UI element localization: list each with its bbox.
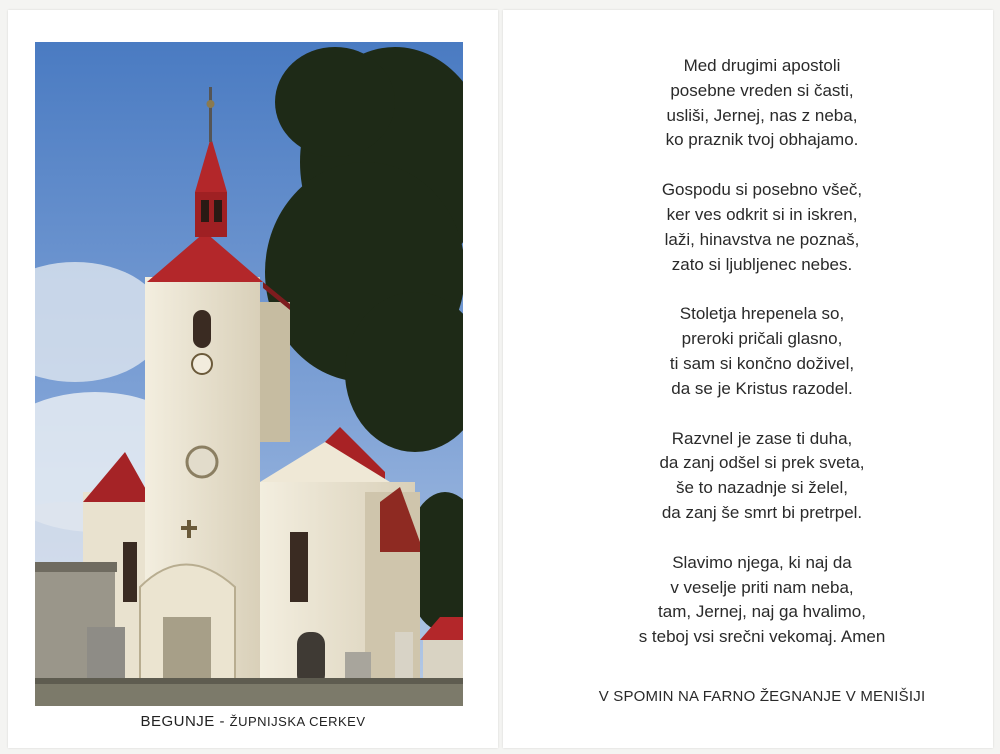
caption-place: BEGUNJE bbox=[140, 713, 215, 730]
poem-line: zato si ljubljenec nebes. bbox=[671, 254, 853, 274]
door bbox=[163, 617, 211, 687]
poem-line: usliši, Jernej, nas z neba, bbox=[666, 105, 858, 125]
church-illustration bbox=[35, 42, 463, 706]
poem-line: še to nazadnje si želel, bbox=[676, 478, 848, 498]
stanza bbox=[503, 54, 1000, 153]
spire-rod bbox=[209, 87, 212, 142]
poem-line: Slavimo njega, ki naj da bbox=[672, 552, 852, 572]
poem-line: laži, hinavstva ne poznaš, bbox=[664, 229, 860, 249]
stanza bbox=[503, 302, 1000, 401]
poem-line: v veselje priti nam neba, bbox=[670, 577, 854, 597]
stanza bbox=[503, 178, 1000, 277]
tower-window bbox=[193, 310, 211, 348]
tower-side bbox=[260, 302, 290, 442]
poem-line: ker ves odkrit si in iskren, bbox=[666, 204, 858, 224]
poem bbox=[503, 54, 1000, 675]
church-photo bbox=[35, 42, 463, 706]
poem-line: Med drugimi apostoli bbox=[683, 56, 841, 75]
poem-line: da zanj odšel si prek sveta, bbox=[659, 453, 865, 473]
poem-line: tam, Jernej, naj ga hvalimo, bbox=[658, 602, 866, 622]
poem-line: da zanj še smrt bi pretrpel. bbox=[661, 502, 863, 522]
photo-caption bbox=[8, 713, 498, 730]
chapel-window bbox=[123, 542, 137, 602]
stanza bbox=[503, 551, 1000, 650]
poem-line: ko praznik tvoj obhajamo. bbox=[665, 130, 859, 150]
poem-line: s teboj vsi srečni vekomaj. Amen bbox=[638, 627, 886, 647]
dedication-footer: V SPOMIN NA FARNO ŽEGNANJE V MENIŠIJI bbox=[598, 688, 926, 705]
right-card bbox=[503, 10, 993, 748]
rose-window bbox=[187, 447, 217, 477]
poem-line: Razvnel je zase ti duha, bbox=[671, 428, 853, 448]
poem-line: Gospodu si posebno všeč, bbox=[661, 180, 863, 200]
poem-line: preroki pričali glasno, bbox=[681, 329, 843, 349]
nave-window bbox=[290, 532, 308, 602]
poem-line: ti sam si končno doživel, bbox=[669, 353, 855, 373]
caption-separator: - bbox=[219, 713, 225, 730]
poem-line: da se je Kristus razodel. bbox=[671, 378, 853, 398]
ground bbox=[35, 682, 463, 706]
poem-line: posebne vreden si časti, bbox=[670, 80, 854, 100]
left-card bbox=[8, 10, 498, 748]
poem-line: Stoletja hrepenela so, bbox=[679, 304, 845, 324]
stanza bbox=[503, 427, 1000, 526]
clock bbox=[192, 354, 212, 374]
belfry bbox=[195, 192, 227, 237]
caption-description: ŽUPNIJSKA CERKEV bbox=[229, 714, 366, 729]
